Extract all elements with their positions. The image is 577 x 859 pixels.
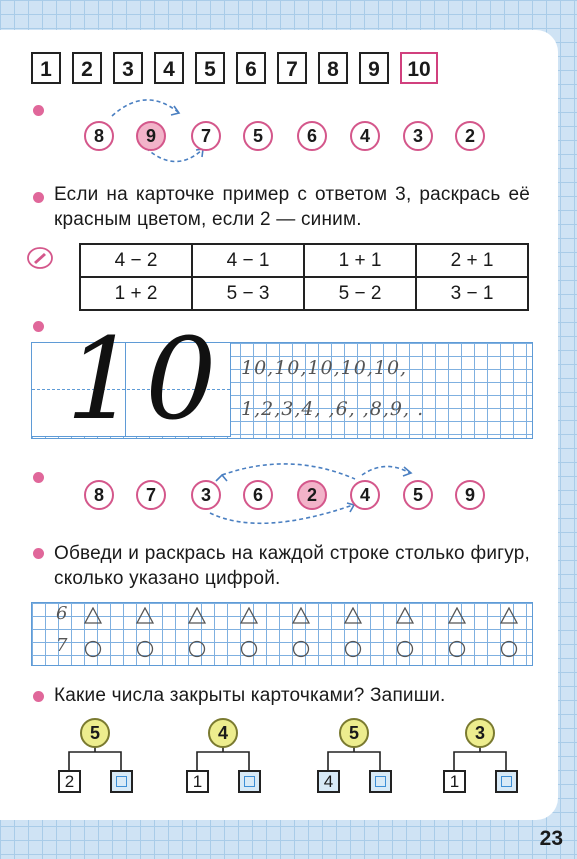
circle-shape[interactable]: [292, 640, 310, 658]
example-card[interactable]: 3 − 1: [416, 277, 528, 310]
triangle-shape[interactable]: [136, 607, 154, 625]
triangle-shape[interactable]: [448, 607, 466, 625]
number-circle: 4: [350, 480, 380, 510]
bullet: [33, 192, 44, 203]
task-shapes-text: Обведи и раскрась на каждой строке столько фигур, сколько указано цифрой.: [54, 543, 530, 589]
example-card[interactable]: 5 − 3: [192, 277, 304, 310]
copy-line-2[interactable]: 1,2,3,4, ,6, ,8,9, .: [241, 398, 425, 420]
tree-top-number: 3: [465, 718, 495, 748]
number-card: 5: [195, 52, 225, 84]
task-color-text: Если на карточке пример с ответом 3, раскрась её красным цветом, если 2 — синим.: [54, 184, 530, 230]
tree-top-number: 5: [80, 718, 110, 748]
copy-line-1: 10,10,10,10,10,: [241, 357, 408, 379]
number-tree: [183, 716, 273, 802]
tree-left-card: 4: [317, 770, 340, 793]
number-tree: [55, 716, 145, 802]
triangle-shape[interactable]: [240, 607, 258, 625]
big-number-10: 10: [66, 315, 225, 445]
example-card[interactable]: 1 + 1: [304, 244, 416, 277]
number-card: 7: [277, 52, 307, 84]
triangle-shape[interactable]: [396, 607, 414, 625]
bullet: [33, 321, 44, 332]
number-circle: 6: [243, 480, 273, 510]
page-number: 23: [539, 827, 563, 850]
circle-shape[interactable]: [188, 640, 206, 658]
number-card: 10: [400, 52, 438, 84]
number-card: 4: [154, 52, 184, 84]
triangle-shape[interactable]: [84, 607, 102, 625]
bullet: [33, 548, 44, 559]
hidden-card[interactable]: [495, 770, 518, 793]
pencil-icon: [27, 247, 53, 269]
number-circle: 7: [136, 480, 166, 510]
number-card: 6: [236, 52, 266, 84]
example-card[interactable]: 1 + 2: [80, 277, 192, 310]
triangle-shape[interactable]: [344, 607, 362, 625]
hidden-card[interactable]: [369, 770, 392, 793]
circle-shape[interactable]: [240, 640, 258, 658]
bullet: [33, 472, 44, 483]
number-circle: 8: [84, 121, 114, 151]
hidden-card[interactable]: [238, 770, 261, 793]
circle-shape[interactable]: [500, 640, 518, 658]
number-circle: 9: [136, 121, 166, 151]
number-circle: 3: [191, 480, 221, 510]
bullet: [33, 691, 44, 702]
shape-count-triangles: 6: [56, 603, 68, 624]
task-cards-text: Какие числа закрыты карточками? Запиши.: [54, 685, 446, 706]
triangle-shape[interactable]: [188, 607, 206, 625]
number-circle: 4: [350, 121, 380, 151]
triangle-shape[interactable]: [292, 607, 310, 625]
number-tree: [314, 716, 404, 802]
number-circle: 6: [297, 121, 327, 151]
tree-top-number: 4: [208, 718, 238, 748]
number-circle: 2: [297, 480, 327, 510]
number-tree: [440, 716, 530, 802]
examples-table: [79, 243, 529, 311]
number-card: 2: [72, 52, 102, 84]
circle-shape[interactable]: [448, 640, 466, 658]
tree-left-card: 1: [186, 770, 209, 793]
hidden-card[interactable]: [110, 770, 133, 793]
example-card[interactable]: 4 − 2: [80, 244, 192, 277]
tree-top-number: 5: [339, 718, 369, 748]
circle-shape[interactable]: [84, 640, 102, 658]
shape-count-circles: 7: [56, 635, 68, 656]
number-card: 1: [31, 52, 61, 84]
tree-left-card: 2: [58, 770, 81, 793]
example-card[interactable]: 4 − 1: [192, 244, 304, 277]
number-circle: 7: [191, 121, 221, 151]
number-circle: 5: [403, 480, 433, 510]
bullet: [33, 105, 44, 116]
number-card: 9: [359, 52, 389, 84]
example-card[interactable]: 5 − 2: [304, 277, 416, 310]
tree-left-card: 1: [443, 770, 466, 793]
number-circle: 9: [455, 480, 485, 510]
triangle-shape[interactable]: [500, 607, 518, 625]
number-card: 8: [318, 52, 348, 84]
number-circle: 3: [403, 121, 433, 151]
number-card: 3: [113, 52, 143, 84]
number-circle: 8: [84, 480, 114, 510]
number-circle: 2: [455, 121, 485, 151]
number-circle: 5: [243, 121, 273, 151]
example-card[interactable]: 2 + 1: [416, 244, 528, 277]
circle-shape[interactable]: [396, 640, 414, 658]
circle-shape[interactable]: [344, 640, 362, 658]
circle-shape[interactable]: [136, 640, 154, 658]
